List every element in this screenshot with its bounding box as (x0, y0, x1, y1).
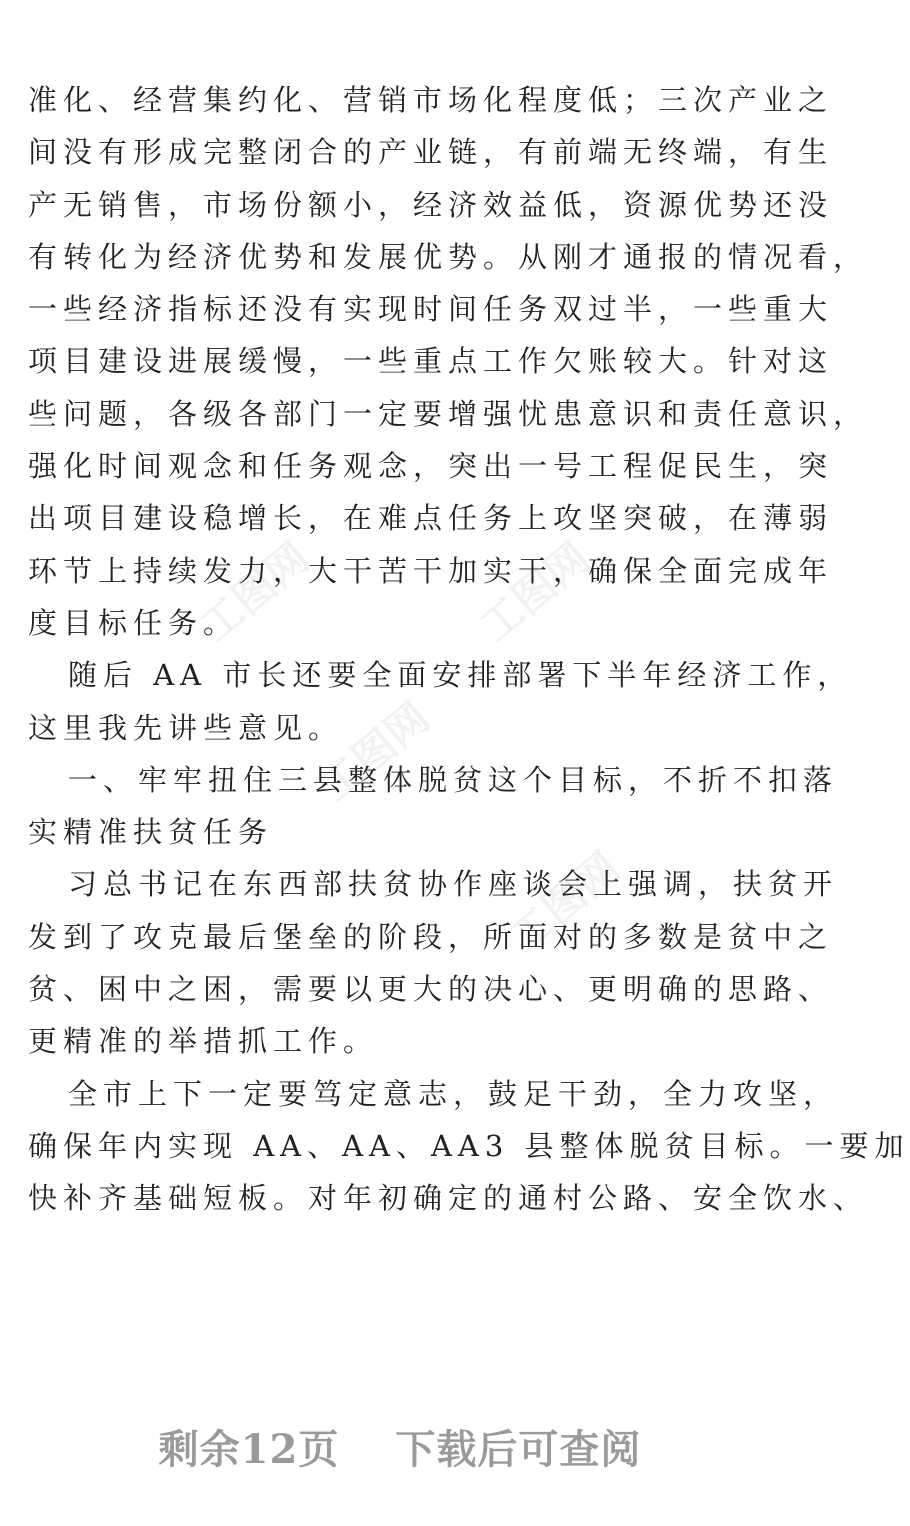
text-line: 间没有形成完整闭合的产业链，有前端无终端，有生 (28, 135, 834, 170)
paragraph-start-line: 随后 AA 市长还要全面安排部署下半年经济工作， (68, 658, 853, 693)
text-line: 这里我先讲些意见。 (28, 710, 344, 745)
text-line: 发到了攻克最后堡垒的阶段，所面对的多数是贫中之 (28, 919, 834, 954)
watermark: 工图网 (500, 842, 629, 962)
watermark: 工图网 (470, 532, 599, 652)
paragraph-start-line: 习总书记在东西部扶贫协作座谈会上强调，扶贫开 (68, 867, 839, 902)
text-line: 快补齐基础短板。对年初确定的通村公路、安全饮水、 (28, 1181, 869, 1216)
section-heading-line: 一、牢牢扭住三县整体脱贫这个目标，不折不扣落 (68, 762, 839, 797)
text-line: 更精准的举措抓工作。 (28, 1024, 379, 1059)
remaining-pages-label: 剩余12页 (158, 1426, 340, 1473)
text-line: 有转化为经济优势和发展优势。从刚才通报的情况看， (28, 239, 869, 274)
paragraph-start-line: 全市上下一定要笃定意志，鼓足干劲，全力攻坚， (68, 1076, 839, 1111)
text-line: 产无销售，市场份额小，经济效益低，资源优势还没 (28, 187, 834, 222)
text-line: 环节上持续发力，大干苦干加实干，确保全面完成年 (28, 553, 834, 588)
document-body (28, 74, 910, 1225)
text-line: 准化、经营集约化、营销市场化程度低；三次产业之 (28, 83, 834, 117)
text-line: 项目建设进展缓慢，一些重点工作欠账较大。针对这 (28, 344, 834, 379)
text-line: 出项目建设稳增长，在难点任务上攻坚突破，在薄弱 (28, 501, 834, 536)
text-line: 些问题，各级各部门一定要增强忧患意识和责任意识， (28, 396, 869, 431)
text-line: 一些经济指标还没有实现时间任务双过半，一些重大 (28, 292, 834, 327)
text-line: 强化时间观念和任务观念，突出一号工程促民生，突 (28, 449, 834, 484)
download-hint-label: 下载后可查阅 (395, 1426, 642, 1473)
watermark: 工图网 (310, 692, 439, 812)
download-prompt-banner[interactable] (0, 1418, 800, 1475)
text-line: 度目标任务。 (28, 605, 239, 640)
watermark: 工图网 (190, 532, 319, 652)
text-line: 贫、困中之困，需要以更大的决心、更明确的思路、 (28, 972, 834, 1007)
section-heading-line: 实精准扶贫任务 (28, 815, 274, 850)
text-line: 确保年内实现 AA、AA、AA3 县整体脱贫目标。一要加 (28, 1128, 910, 1163)
